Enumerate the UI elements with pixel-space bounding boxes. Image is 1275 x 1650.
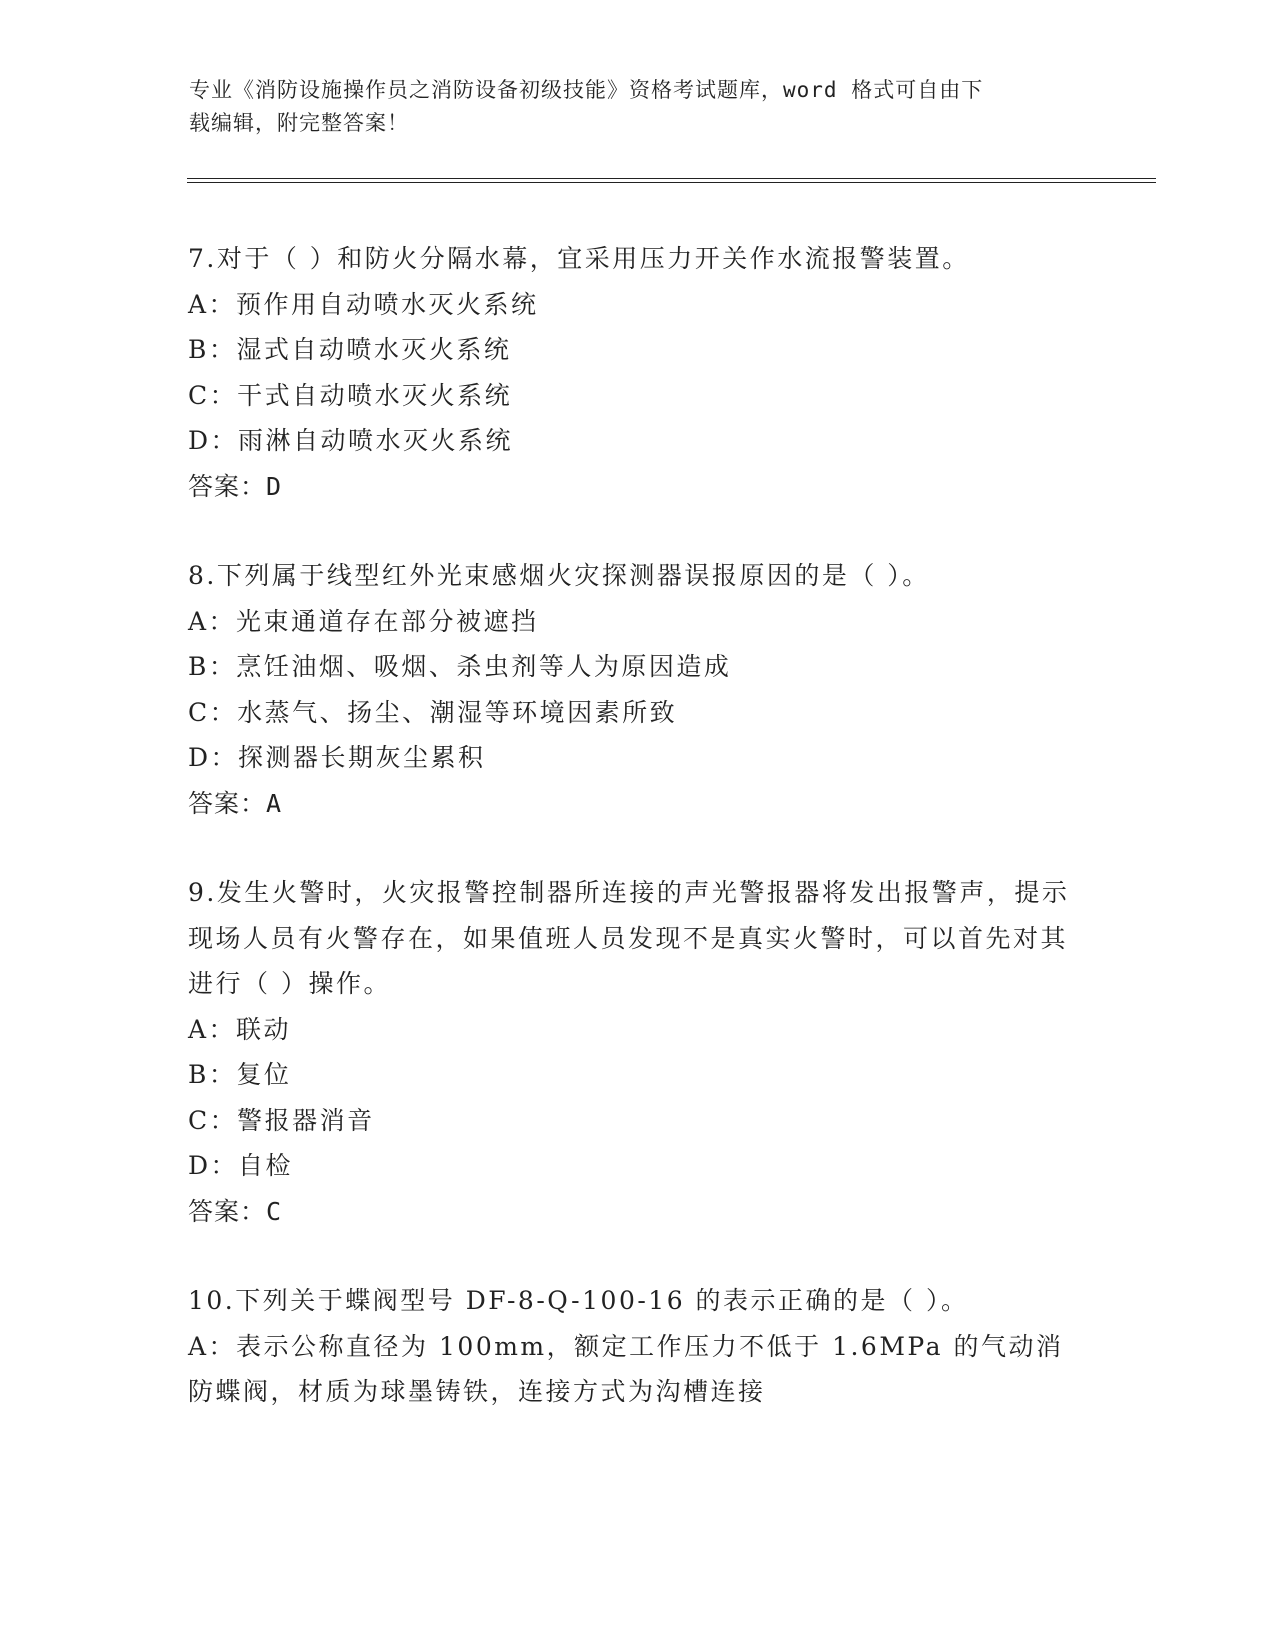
answer: 答案：D bbox=[188, 471, 283, 501]
option-a: A：预作用自动喷水灭火系统 bbox=[188, 289, 539, 319]
question-10 bbox=[188, 1278, 1128, 1415]
option-c: C：水蒸气、扬尘、潮湿等环境因素所致 bbox=[188, 697, 678, 727]
header-rule-top bbox=[187, 178, 1156, 179]
option-d: D：自检 bbox=[188, 1151, 294, 1180]
option-a: A：光束通道存在部分被遮挡 bbox=[188, 606, 539, 636]
option-b: B：复位 bbox=[188, 1060, 292, 1089]
question-text: 7.对于（ ）和防火分隔水幕，宜采用压力开关作水流报警装置。 bbox=[188, 244, 970, 273]
header-rule-bottom bbox=[187, 182, 1156, 183]
option-a: A：表示公称直径为 100mm，额定工作压力不低于 1.6MPa 的气动消防蝶阀，材质为球墨铸铁，连接方式为沟槽连接 bbox=[188, 1331, 1064, 1406]
question-text: 8.下列属于线型红外光束感烟火灾探测器误报原因的是（ ）。 bbox=[188, 561, 930, 590]
question-list bbox=[188, 236, 1128, 1459]
option-b: B：烹饪油烟、吸烟、杀虫剂等人为原因造成 bbox=[188, 652, 732, 681]
question-text: 10.下列关于蝶阀型号 DF-8-Q-100-16 的表示正确的是（ ）。 bbox=[188, 1286, 969, 1315]
answer: 答案：A bbox=[188, 788, 283, 818]
document-header bbox=[189, 74, 1089, 140]
question-8 bbox=[188, 553, 1128, 826]
option-c: C：干式自动喷水灭火系统 bbox=[188, 380, 513, 410]
option-c: C：警报器消音 bbox=[188, 1105, 375, 1135]
question-text: 9.发生火警时，火灾报警控制器所连接的声光警报器将发出报警声，提示现场人员有火警存在，如果值班人员发现不是真实火警时，可以首先对其进行（ ）操作。 bbox=[188, 878, 1070, 998]
option-d: D：探测器长期灰尘累积 bbox=[188, 743, 486, 772]
question-9 bbox=[188, 870, 1128, 1234]
header-line-2: 载编辑，附完整答案！ bbox=[189, 111, 409, 135]
answer: 答案：C bbox=[188, 1196, 283, 1226]
option-d: D：雨淋自动喷水灭火系统 bbox=[188, 426, 514, 455]
option-a: A：联动 bbox=[188, 1014, 292, 1044]
option-b: B：湿式自动喷水灭火系统 bbox=[188, 335, 512, 364]
header-line-1: 专业《消防设施操作员之消防设备初级技能》资格考试题库，word 格式可自由下 bbox=[189, 78, 984, 102]
question-7 bbox=[188, 236, 1128, 509]
